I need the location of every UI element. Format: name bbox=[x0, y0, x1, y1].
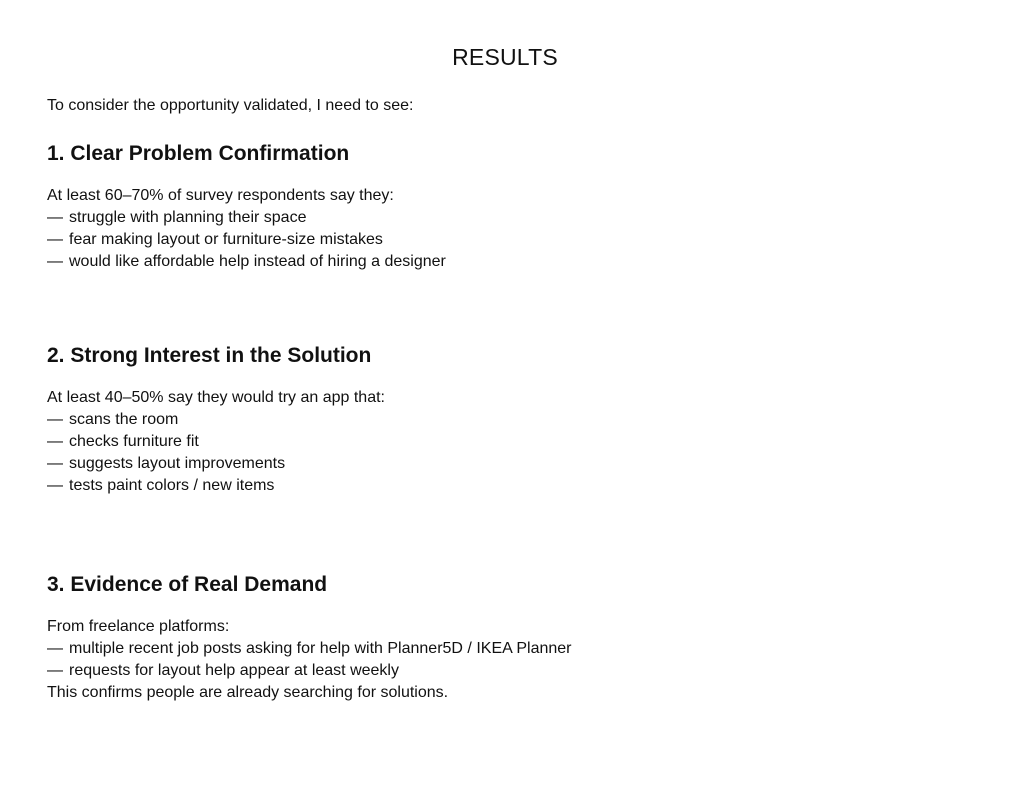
list-item-text: fear making layout or furniture-size mistakes bbox=[69, 231, 383, 248]
dash-marker: — bbox=[47, 433, 63, 450]
bullet-list bbox=[47, 409, 987, 497]
list-item-text: checks furniture fit bbox=[69, 433, 199, 450]
bullet-list bbox=[47, 638, 987, 682]
list-item bbox=[47, 638, 987, 660]
list-item-text: struggle with planning their space bbox=[69, 209, 307, 226]
dash-marker: — bbox=[47, 477, 63, 494]
section-real-demand bbox=[47, 572, 987, 704]
section-lead: From freelance platforms: bbox=[47, 618, 230, 635]
list-item bbox=[47, 475, 987, 497]
list-item-text: suggests layout improvements bbox=[69, 455, 286, 472]
section-lead: At least 60–70% of survey respondents say they: bbox=[47, 187, 394, 204]
dash-marker: — bbox=[47, 411, 63, 428]
list-item-text: would like affordable help instead of hiring a designer bbox=[69, 253, 446, 270]
dash-marker: — bbox=[47, 209, 63, 226]
list-item bbox=[47, 229, 987, 251]
list-item bbox=[47, 431, 987, 453]
list-item-text: requests for layout help appear at least weekly bbox=[69, 662, 399, 679]
section-problem-confirmation bbox=[47, 141, 987, 273]
dash-marker: — bbox=[47, 662, 63, 679]
dash-marker: — bbox=[47, 253, 63, 270]
list-item-text: tests paint colors / new items bbox=[69, 477, 275, 494]
page-title: RESULTS bbox=[452, 44, 558, 70]
section-solution-interest bbox=[47, 343, 987, 497]
section-closing: This confirms people are already searching for solutions. bbox=[47, 684, 449, 701]
dash-marker: — bbox=[47, 231, 63, 248]
list-item bbox=[47, 660, 987, 682]
list-item-text: multiple recent job posts asking for help with Planner5D / IKEA Planner bbox=[69, 640, 572, 657]
intro-text: To consider the opportunity validated, I need to see: bbox=[47, 97, 414, 114]
section-heading: 3. Evidence of Real Demand bbox=[47, 573, 328, 596]
list-item bbox=[47, 409, 987, 431]
dash-marker: — bbox=[47, 455, 63, 472]
section-heading: 1. Clear Problem Confirmation bbox=[47, 142, 350, 165]
list-item-text: scans the room bbox=[69, 411, 179, 428]
section-lead: At least 40–50% say they would try an app that: bbox=[47, 389, 385, 406]
list-item bbox=[47, 251, 987, 273]
dash-marker: — bbox=[47, 640, 63, 657]
list-item bbox=[47, 207, 987, 229]
bullet-list bbox=[47, 207, 987, 273]
list-item bbox=[47, 453, 987, 475]
section-heading: 2. Strong Interest in the Solution bbox=[47, 344, 372, 367]
